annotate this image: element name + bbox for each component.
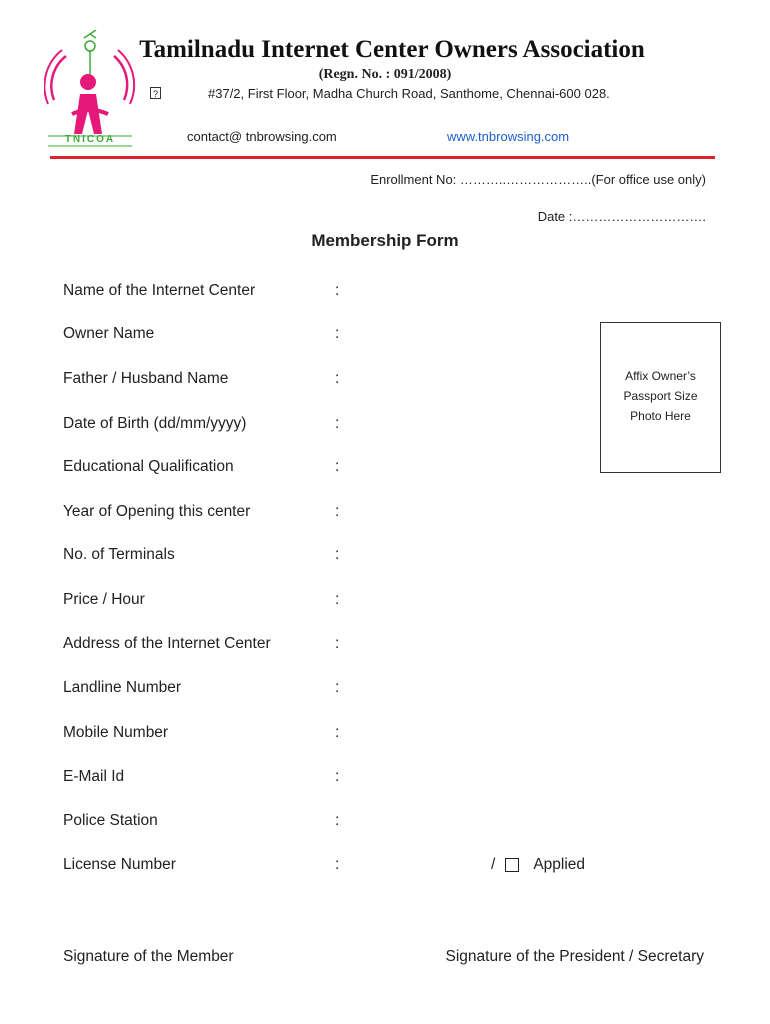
field-label-owner-name: Owner Name (63, 325, 155, 342)
field-colon: : (335, 458, 340, 475)
license-slash: / (491, 856, 496, 873)
contact-email[interactable]: contact@ tnbrowsing.com (187, 129, 337, 144)
field-label-center-address: Address of the Internet Center (63, 635, 271, 652)
field-label-center-name: Name of the Internet Center (63, 282, 256, 299)
form-title: Membership Form (311, 231, 459, 250)
field-colon: : (335, 503, 340, 520)
field-label-price-per-hour: Price / Hour (63, 591, 145, 608)
field-colon: : (335, 415, 340, 432)
header-divider (50, 156, 715, 159)
field-colon: : (335, 282, 340, 299)
field-label-landline: Landline Number (63, 679, 182, 696)
address-icon: ? (150, 87, 161, 99)
photo-box-line: Passport Size (623, 389, 698, 403)
photo-box-line: Affix Owner’s (625, 369, 696, 383)
field-colon: : (335, 724, 340, 741)
address-text: #37/2, First Floor, Madha Church Road, Santhome, Chennai-600 028. (208, 86, 610, 101)
field-colon: : (335, 768, 340, 785)
field-label-license-number: License Number (63, 856, 176, 873)
field-label-email: E-Mail Id (63, 768, 125, 785)
field-colon: : (335, 679, 340, 696)
association-title: Tamilnadu Internet Center Owners Association (139, 36, 645, 63)
field-colon: : (335, 325, 340, 342)
field-colon: : (335, 591, 340, 608)
license-applied-option (491, 856, 585, 874)
field-colon: : (335, 812, 340, 829)
field-label-police-station: Police Station (63, 812, 158, 829)
field-label-terminals: No. of Terminals (63, 546, 175, 563)
field-colon: : (335, 370, 340, 387)
logo-text: TNICOA (64, 134, 116, 145)
field-colon: : (335, 856, 340, 873)
website-link[interactable]: www.tnbrowsing.com (447, 129, 570, 144)
field-label-father-husband-name: Father / Husband Name (63, 370, 229, 387)
president-signature-label: Signature of the President / Secretary (445, 948, 704, 965)
field-label-year-of-opening: Year of Opening this center (63, 503, 251, 520)
field-colon: : (335, 635, 340, 652)
passport-photo-box (600, 322, 721, 473)
field-label-date-of-birth: Date of Birth (dd/mm/yyyy) (63, 415, 247, 432)
applied-label: Applied (533, 856, 586, 873)
applied-checkbox[interactable] (505, 858, 519, 872)
date-field: Date :…………………………. (537, 209, 706, 224)
field-label-mobile: Mobile Number (63, 724, 169, 741)
registration-number: (Regn. No. : 091/2008) (318, 67, 452, 82)
field-label-education: Educational Qualification (63, 458, 234, 475)
photo-box-line: Photo Here (630, 409, 691, 423)
member-signature-label: Signature of the Member (63, 948, 234, 965)
field-colon: : (335, 546, 340, 563)
enrollment-number: Enrollment No: ………..………………..(For office use only) (370, 172, 706, 187)
